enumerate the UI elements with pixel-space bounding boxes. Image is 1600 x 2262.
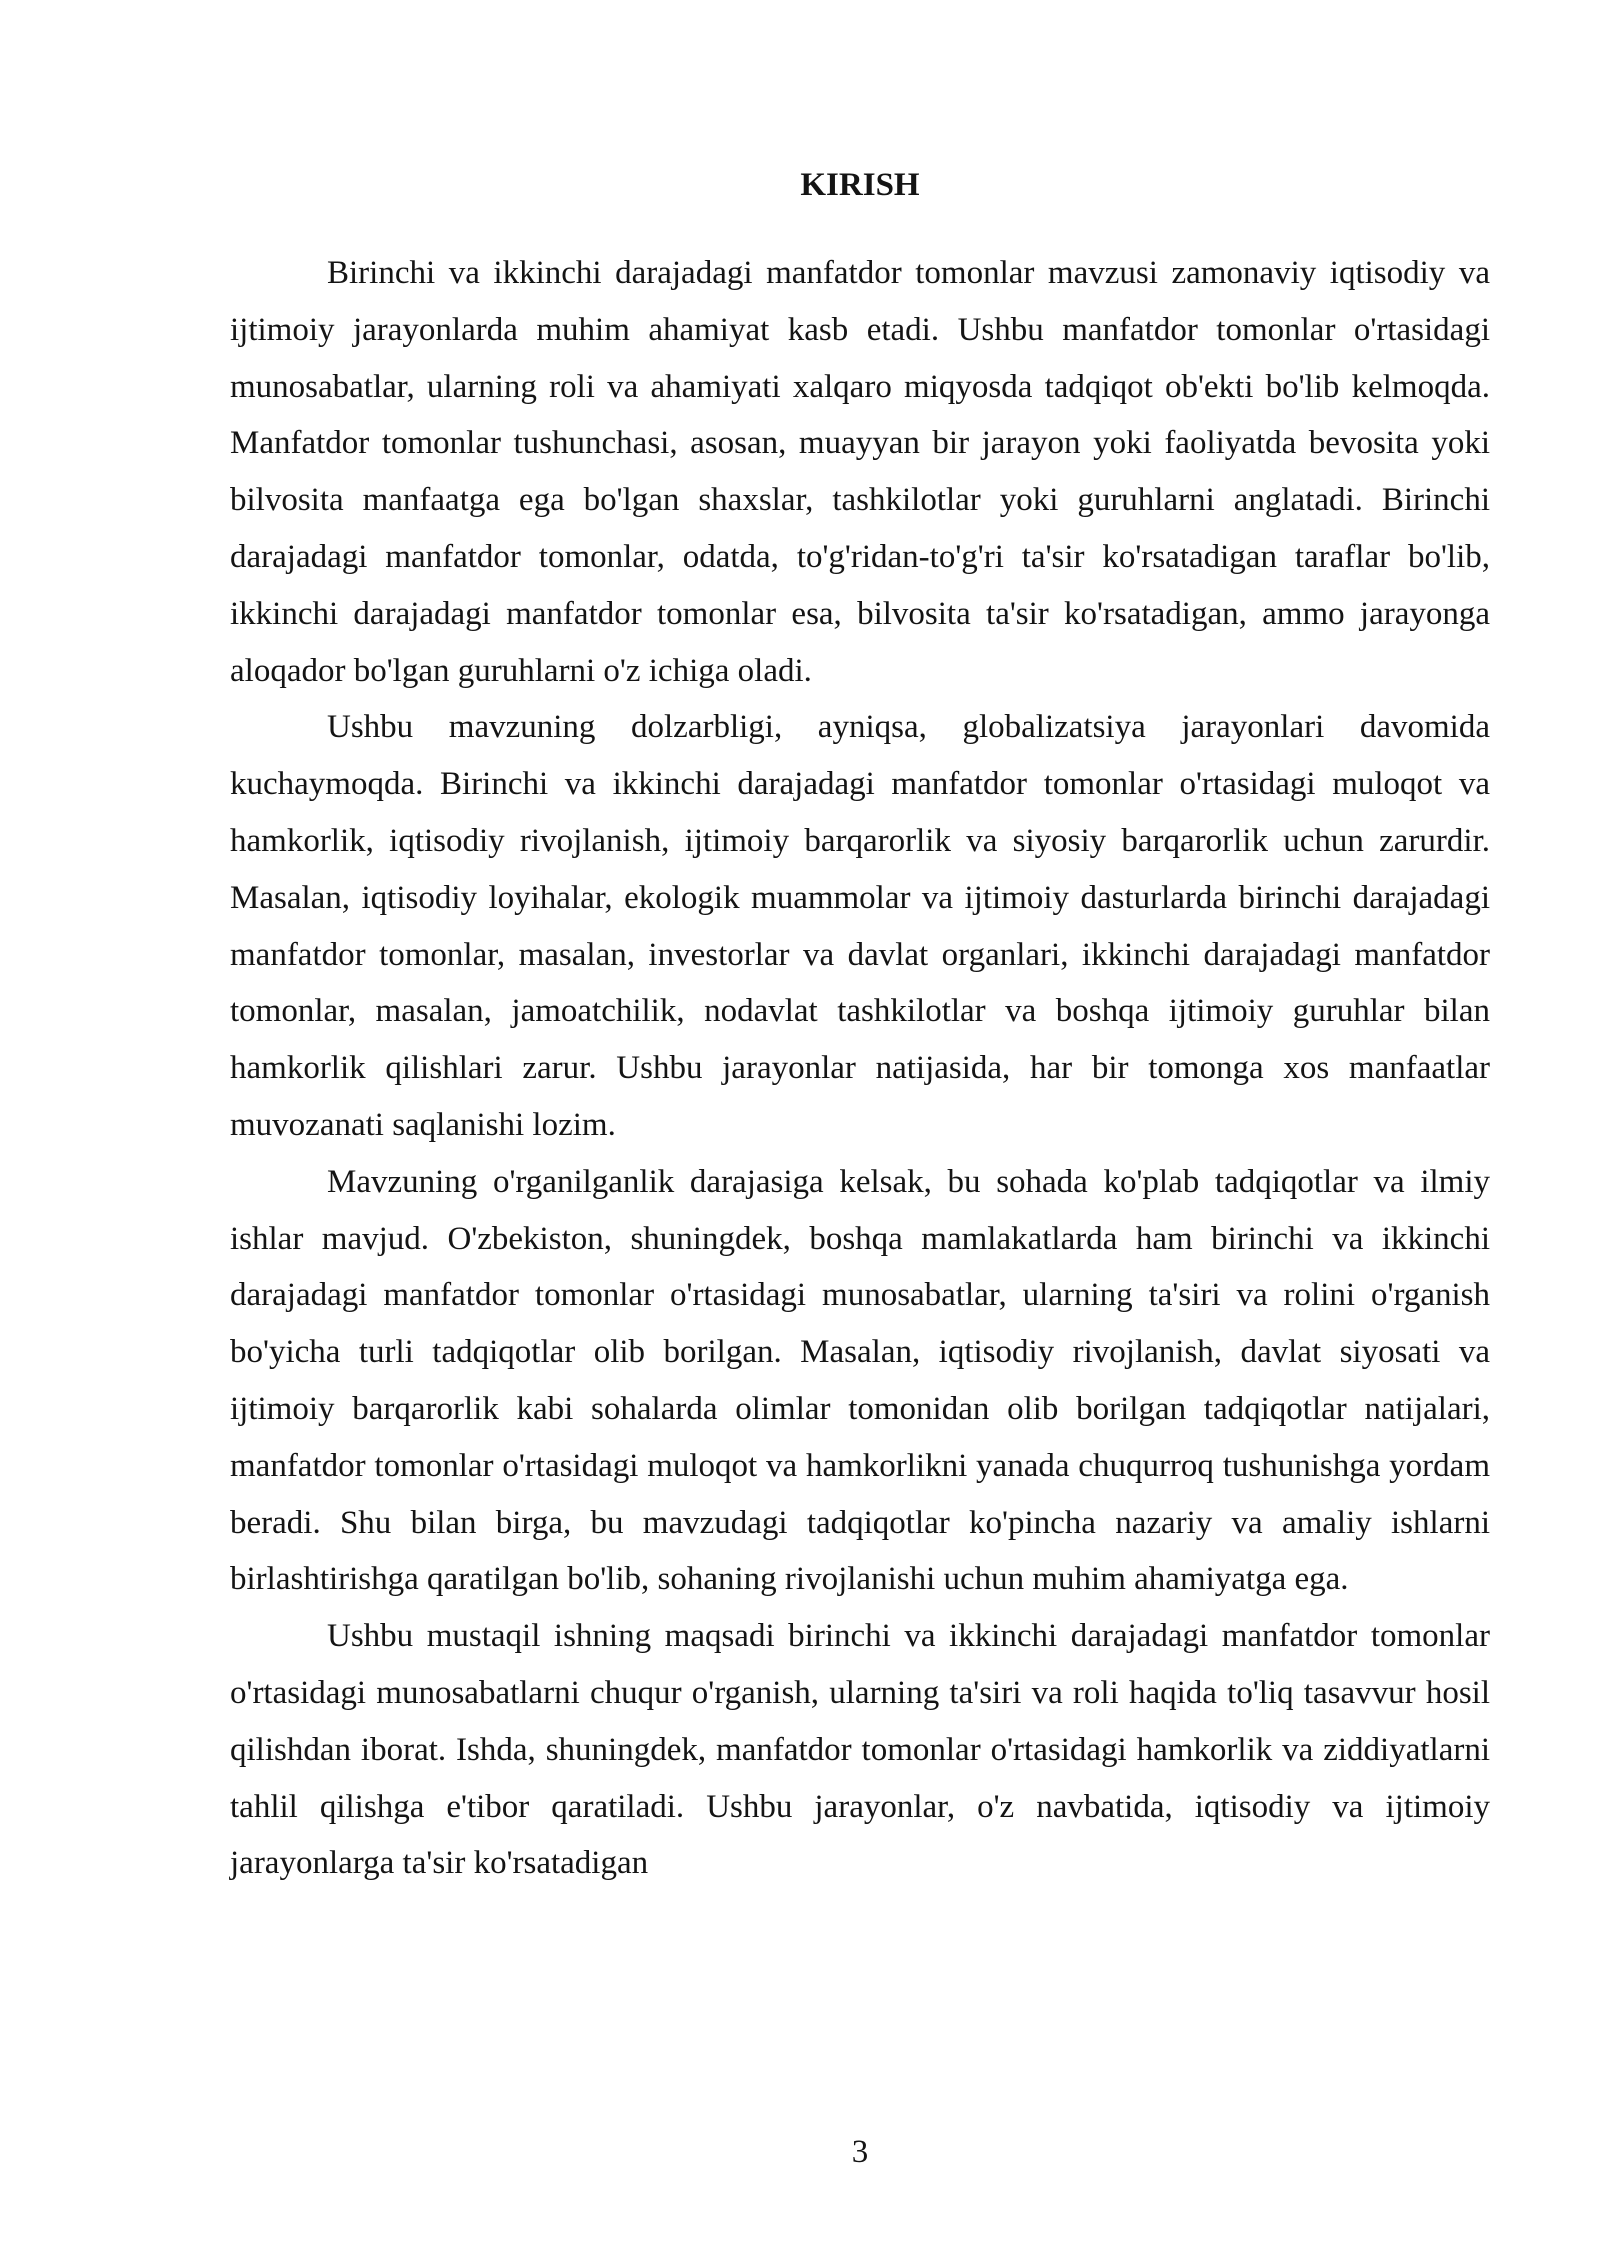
page-title: KIRISH bbox=[800, 167, 920, 203]
paragraph-1: Birinchi va ikkinchi darajadagi manfatdor tomonlar mavzusi zamonaviy iqtisodiy va ijtimoiy jarayonlarda muhim ahamiyat kasb etadi. Ushbu manfatdor tomonlar o'rtasidagi munosabatlar, ularning roli va ahamiyati xalqaro miqyosda tadqiqot ob'ekti bo'lib kelmoqda. Manfatdor tomonlar tushunchasi, asosan, muayyan bir jarayon yoki faoliyatda bevosita yoki bilvosita manfaatga ega bo'lgan shaxslar, tashkilotlar yoki guruhlarni anglatadi. Birinchi darajadagi manfatdor tomonlar, odatda, to'g'ridan-to'g'ri ta'sir ko'rsatadigan taraflar bo'lib, ikkinchi darajadagi manfatdor tomonlar esa, bilvosita ta'sir ko'rsatadigan, ammo jarayonga aloqador bo'lgan guruhlarni o'z ichiga oladi. bbox=[230, 255, 1490, 689]
paragraph-3: Mavzuning o'rganilganlik darajasiga kelsak, bu sohada ko'plab tadqiqotlar va ilmiy ishlar mavjud. O'zbekiston, shuningdek, boshqa mamlakatlarda ham birinchi va ikkinchi darajadagi manfatdor tomonlar o'rtasidagi munosabatlar, ularning ta'siri va rolini o'rganish bo'yicha turli tadqiqotlar olib borilgan. Masalan, iqtisodiy rivojlanish, davlat siyosati va ijtimoiy barqarorlik kabi sohalarda olimlar tomonidan olib borilgan tadqiqotlar natijalari, manfatdor tomonlar o'rtasidagi muloqot va hamkorlikni yanada chuqurroq tushunishga yordam beradi. Shu bilan birga, bu mavzudagi tadqiqotlar ko'pincha nazariy va amaliy ishlarni birlashtirishga qaratilgan bo'lib, sohaning rivojlanishi uchun muhim ahamiyatga ega. bbox=[230, 1163, 1490, 1598]
paragraph-2: Ushbu mavzuning dolzarbligi, ayniqsa, globalizatsiya jarayonlari davomida kuchaymoqda. Birinchi va ikkinchi darajadagi manfatdor tomonlar o'rtasidagi muloqot va hamkorlik, iqtisodiy rivojlanish, ijtimoiy barqarorlik va siyosiy barqarorlik uchun zarurdir. Masalan, iqtisodiy loyihalar, ekologik muammolar va ijtimoiy dasturlarda birinchi darajadagi manfatdor tomonlar, masalan, investorlar va davlat organlari, ikkinchi darajadagi manfatdor tomonlar, masalan, jamoatchilik, nodavlat tashkilotlar va boshqa ijtimoiy guruhlar bilan hamkorlik qilishlari zarur. Ushbu jarayonlar natijasida, har bir tomonga xos manfaatlar muvozanati saqlanishi lozim. bbox=[230, 709, 1490, 1143]
body-text bbox=[230, 245, 1490, 1892]
paragraph-4: Ushbu mustaqil ishning maqsadi birinchi va ikkinchi darajadagi manfatdor tomonlar o'rtasidagi munosabatlarni chuqur o'rganish, ularning ta'siri va roli haqida to'liq tasavvur hosil qilishdan iborat. Ishda, shuningdek, manfatdor tomonlar o'rtasidagi hamkorlik va ziddiyatlarni tahlil qilishga e'tibor qaratiladi. Ushbu jarayonlar, o'z navbatida, iqtisodiy va ijtimoiy jarayonlarga ta'sir ko'rsatadigan bbox=[230, 1618, 1490, 1882]
page-number: 3 bbox=[851, 2134, 869, 2170]
